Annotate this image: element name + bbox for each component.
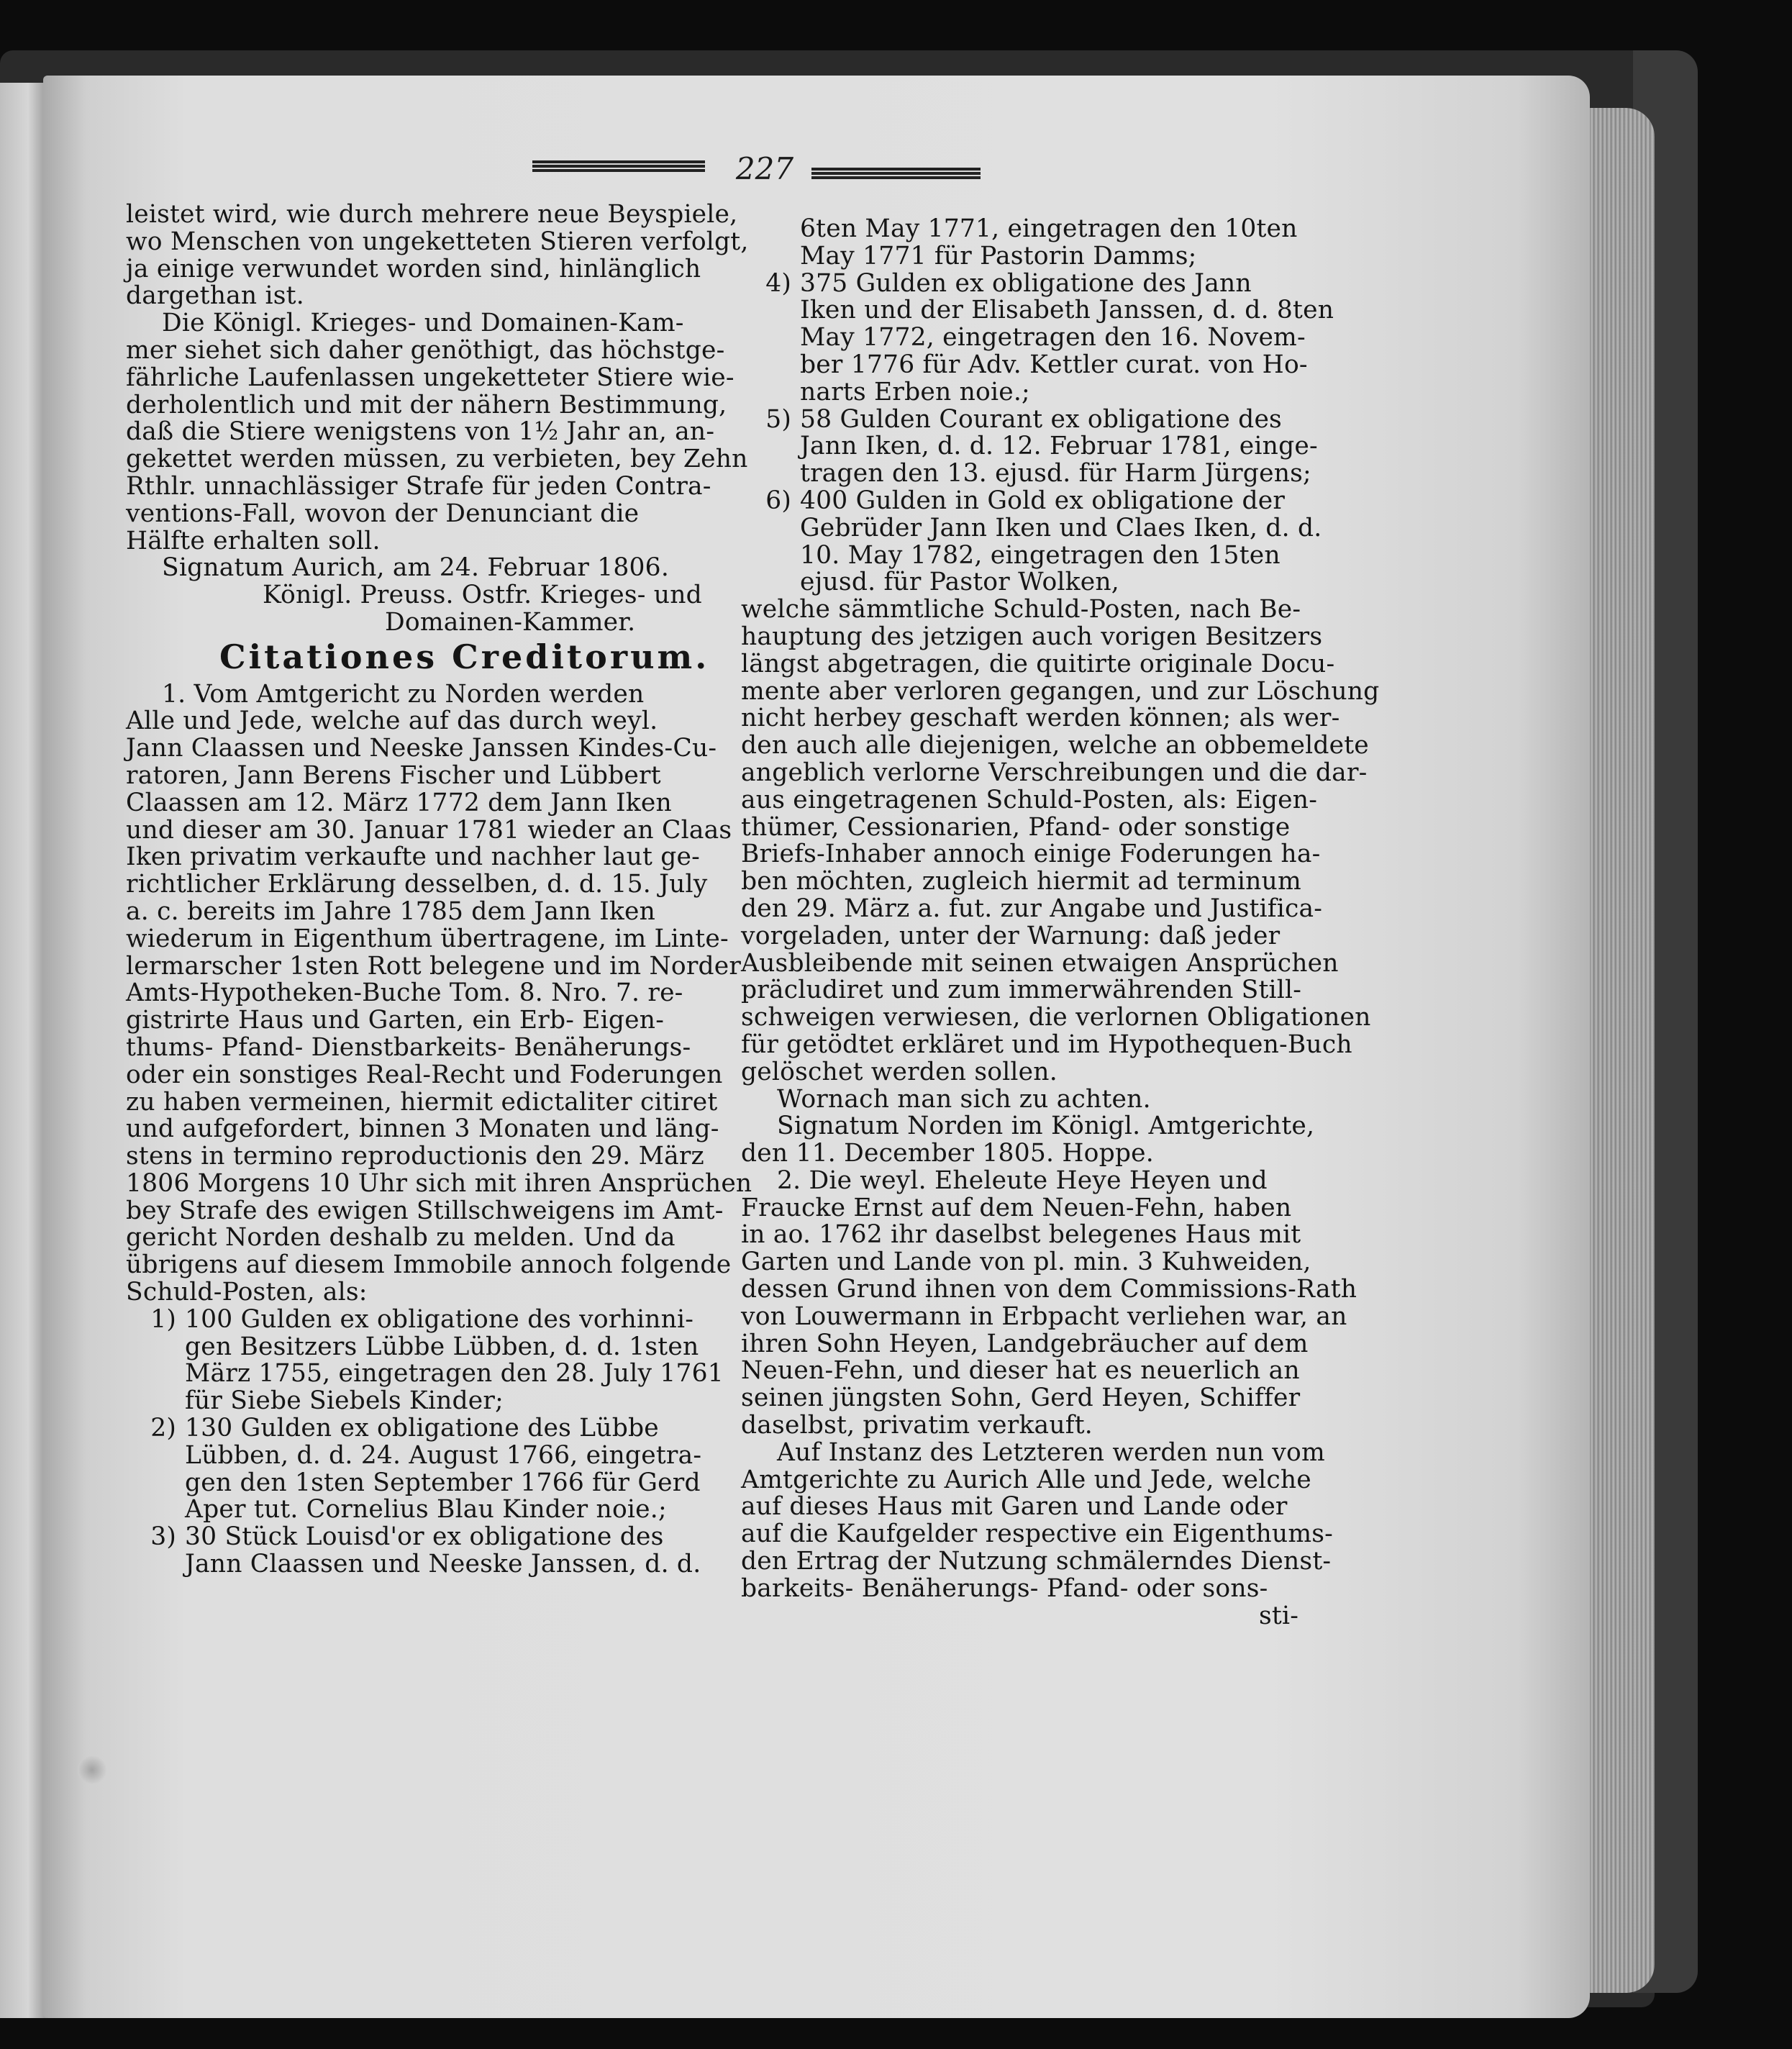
text-line: und dieser am 30. Januar 1781 wieder an Claas: [126, 815, 732, 845]
list-number: 3): [150, 1522, 176, 1552]
text-line: derholentlich und mit der nähern Bestimmung,: [126, 390, 727, 419]
text-line: Claassen am 12. März 1772 dem Jann Iken: [126, 788, 672, 817]
text-line: May 1771 für Pastorin Damms;: [800, 241, 1197, 271]
page-number: 227: [735, 151, 794, 186]
text-line: gistrirte Haus und Garten, ein Erb- Eigen-: [126, 1006, 665, 1035]
list-number: 4): [765, 268, 791, 298]
text-line: ejusd. für Pastor Wolken,: [800, 568, 1119, 597]
text-line: Wornach man sich zu achten.: [777, 1084, 1151, 1114]
text-line: Iken und der Elisabeth Janssen, d. d. 8ten: [800, 296, 1334, 325]
text-line: aus eingetragenen Schuld-Posten, als: Eigen-: [741, 785, 1318, 814]
signature-line: Signatum Aurich, am 24. Februar 1806.: [162, 553, 669, 583]
text-line: fährliche Laufenlassen ungeketteter Stiere wie-: [126, 363, 734, 392]
text-line: ja einige verwundet worden sind, hinlänglich: [126, 254, 701, 283]
list-item: [126, 1304, 724, 1416]
text-line: 400 Gulden in Gold ex obligatione der: [800, 486, 1286, 515]
text-line: thümer, Cessionarien, Pfand- oder sonstige: [741, 812, 1291, 842]
header-rule-right: [811, 168, 981, 179]
text-line: in ao. 1762 ihr daselbst belegenes Haus mit: [741, 1220, 1301, 1250]
text-line: Lübben, d. d. 24. August 1766, eingetra-: [185, 1440, 702, 1470]
text-line: Neuen-Fehn, und dieser hat es neuerlich an: [741, 1356, 1300, 1386]
text-line: ben möchten, zugleich hiermit ad terminum: [741, 867, 1301, 896]
text-line: 2. Die weyl. Eheleute Heye Heyen und: [777, 1166, 1268, 1195]
text-line: und aufgefordert, binnen 3 Monaten und läng-: [126, 1114, 719, 1144]
text-line: 30 Stück Louisd'or ex obligatione des: [185, 1522, 664, 1552]
text-line: Die Königl. Krieges- und Domainen-Kam-: [162, 309, 684, 338]
text-line: a. c. bereits im Jahre 1785 dem Jann Iken: [126, 896, 656, 926]
text-line: narts Erben noie.;: [800, 377, 1030, 406]
header-rule-left: [532, 160, 705, 172]
text-line: lermarscher 1sten Rott belegene und im Norder: [126, 951, 742, 981]
text-line: gelöschet werden sollen.: [741, 1057, 1058, 1086]
text-line: von Louwermann in Erbpacht verliehen war, an: [741, 1301, 1347, 1331]
text-line: ratoren, Jann Berens Fischer und Lübbert: [126, 760, 661, 790]
text-line: tragen den 13. ejusd. für Harm Jürgens;: [800, 459, 1311, 489]
text-line: May 1772, eingetragen den 16. Novem-: [800, 323, 1306, 353]
list-item: [741, 406, 1367, 488]
text-line: den auch alle diejenigen, welche an obbemeldete: [741, 731, 1369, 760]
text-line: 100 Gulden ex obligatione des vorhinni-: [185, 1304, 694, 1334]
text-line: 130 Gulden ex obligatione des Lübbe: [185, 1414, 659, 1443]
ink-smudge: [78, 1755, 106, 1784]
text-line: Garten und Lande von pl. min. 3 Kuhweiden,: [741, 1248, 1311, 1277]
list-number: 2): [150, 1414, 176, 1443]
text-line: Rthlr. unnachlässiger Strafe für jeden Contra-: [126, 471, 711, 501]
text-line: wo Menschen von ungeketteten Stieren verfolgt,: [126, 227, 749, 256]
text-line: stens in termino reproductionis den 29. März: [126, 1142, 704, 1171]
text-line: Ausbleibende mit seinen etwaigen Ansprüchen: [741, 948, 1339, 978]
text-line: gen Besitzers Lübbe Lübben, d. d. 1sten: [185, 1332, 699, 1361]
signature-line: den 11. December 1805. Hoppe.: [741, 1139, 1154, 1168]
list-number: 1): [150, 1304, 176, 1334]
text-line: Jann Iken, d. d. 12. Februar 1781, einge-: [800, 432, 1318, 461]
text-line: 10. May 1782, eingetragen den 15ten: [800, 540, 1281, 570]
text-line: 375 Gulden ex obligatione des Jann: [800, 268, 1252, 298]
text-line: 1. Vom Amtgericht zu Norden werden: [162, 679, 645, 709]
text-line: Briefs-Inhaber annoch einige Foderungen ha-: [741, 840, 1321, 869]
text-line: seinen jüngsten Sohn, Gerd Heyen, Schiffer: [741, 1384, 1301, 1413]
previous-page-edge: [0, 83, 47, 2018]
text-line: welche sämmtliche Schuld-Posten, nach Be-: [741, 595, 1301, 624]
text-line: dessen Grund ihnen von dem Commissions-Rath: [741, 1275, 1357, 1304]
list-number: 6): [765, 486, 791, 515]
text-line: März 1755, eingetragen den 28. July 1761: [185, 1359, 724, 1389]
text-line: Gebrüder Jann Iken und Claes Iken, d. d.: [800, 513, 1322, 542]
left-column: [126, 200, 752, 1579]
text-line: zu haben vermeinen, hiermit edictaliter citiret: [126, 1087, 718, 1117]
text-line: Schuld-Posten, als:: [126, 1278, 368, 1307]
list-item: [741, 488, 1367, 596]
text-line: hauptung des jetzigen auch vorigen Besitzers: [741, 622, 1323, 651]
text-line: barkeits- Benäherungs- Pfand- oder sons-: [741, 1573, 1268, 1603]
right-column: [741, 214, 1380, 1630]
text-line: Iken privatim verkaufte und nachher laut ge-: [126, 842, 701, 872]
text-line: Amtgerichte zu Aurich Alle und Jede, welche: [741, 1465, 1311, 1494]
text-line: übrigens auf diesem Immobile annoch folgende: [126, 1250, 732, 1280]
text-line: mer siehet sich daher genöthigt, das höchstge-: [126, 335, 725, 365]
text-line: dargethan ist.: [126, 281, 304, 311]
text-line: auf dieses Haus mit Garen und Lande oder: [741, 1492, 1288, 1522]
catchword: sti-: [1259, 1601, 1299, 1630]
text-line: oder ein sonstiges Real-Recht und Foderungen: [126, 1060, 723, 1089]
text-line: den 29. März a. fut. zur Angabe und Justifica-: [741, 894, 1323, 923]
list-item: [741, 268, 1367, 406]
text-line: schweigen verwiesen, die verlornen Obligationen: [741, 1003, 1371, 1032]
text-line: vorgeladen, unter der Warnung: daß jeder: [741, 921, 1281, 950]
list-item: [126, 1524, 716, 1578]
section-heading: Citationes Creditorum.: [219, 637, 710, 676]
text-line: gen den 1sten September 1766 für Gerd: [185, 1468, 701, 1497]
text-line: präcludiret und zum immerwährenden Still-: [741, 976, 1302, 1005]
text-line: Hälfte erhalten soll.: [126, 526, 381, 555]
text-line: nicht herbey geschaft werden können; als wer-: [741, 704, 1340, 733]
text-line: gekettet werden müssen, zu verbieten, bey Zehn: [126, 445, 748, 474]
list-number: 5): [765, 404, 791, 434]
signature-line: Signatum Norden im Königl. Amtgerichte,: [777, 1112, 1315, 1141]
text-line: ihren Sohn Heyen, Landgebräucher auf dem: [741, 1329, 1309, 1358]
text-line: Auf Instanz des Letzteren werden nun vom: [777, 1437, 1325, 1467]
text-line: Aper tut. Cornelius Blau Kinder noie.;: [185, 1495, 667, 1525]
authority-line: Domainen-Kammer.: [385, 607, 636, 637]
text-line: richtlicher Erklärung desselben, d. d. 15. July: [126, 870, 708, 899]
text-line: längst abgetragen, die quitirte originale Docu-: [741, 649, 1335, 678]
text-line: für Siebe Siebels Kinder;: [185, 1386, 504, 1416]
text-line: daselbst, privatim verkauft.: [741, 1411, 1093, 1440]
text-line: auf die Kaufgelder respective ein Eigenthums-: [741, 1519, 1334, 1549]
text-line: 6ten May 1771, eingetragen den 10ten: [800, 214, 1298, 243]
text-line: bey Strafe des ewigen Stillschweigens im Amt-: [126, 1196, 724, 1225]
text-line: für getödtet erkläret und im Hypothequen-Buch: [741, 1030, 1352, 1059]
text-line: ber 1776 für Adv. Kettler curat. von Ho-: [800, 350, 1308, 379]
text-line: wiederum in Eigenthum übertragene, im Linte-: [126, 924, 729, 953]
text-line: daß die Stiere wenigstens von 1½ Jahr an, an-: [126, 417, 715, 447]
text-line: ventions-Fall, wovon der Denunciant die: [126, 499, 640, 528]
text-line: Fraucke Ernst auf dem Neuen-Fehn, haben: [741, 1193, 1292, 1222]
text-line: gericht Norden deshalb zu melden. Und da: [126, 1223, 676, 1253]
text-line: Alle und Jede, welche auf das durch weyl.: [126, 707, 658, 736]
text-line: thums- Pfand- Dienstbarkeits- Benäherungs-: [126, 1032, 691, 1062]
text-line: Jann Claassen und Neeske Janssen, d. d.: [185, 1550, 701, 1579]
text-line: Amts-Hypotheken-Buche Tom. 8. Nro. 7. re-: [126, 978, 683, 1008]
text-line: leistet wird, wie durch mehrere neue Beyspiele,: [126, 200, 738, 229]
text-line: angeblich verlorne Verschreibungen und die dar-: [741, 758, 1368, 787]
text-line: den Ertrag der Nutzung schmälerndes Dienst-: [741, 1547, 1332, 1576]
text-line: mente aber verloren gegangen, und zur Löschung: [741, 676, 1380, 706]
list-item: [126, 1415, 716, 1524]
text-line: 1806 Morgens 10 Uhr sich mit ihren Ansprüchen: [126, 1168, 752, 1198]
authority-line: Königl. Preuss. Ostfr. Krieges- und: [263, 581, 702, 610]
text-line: Jann Claassen und Neeske Janssen Kindes-Cu-: [126, 734, 717, 763]
text-line: 58 Gulden Courant ex obligatione des: [800, 404, 1282, 434]
